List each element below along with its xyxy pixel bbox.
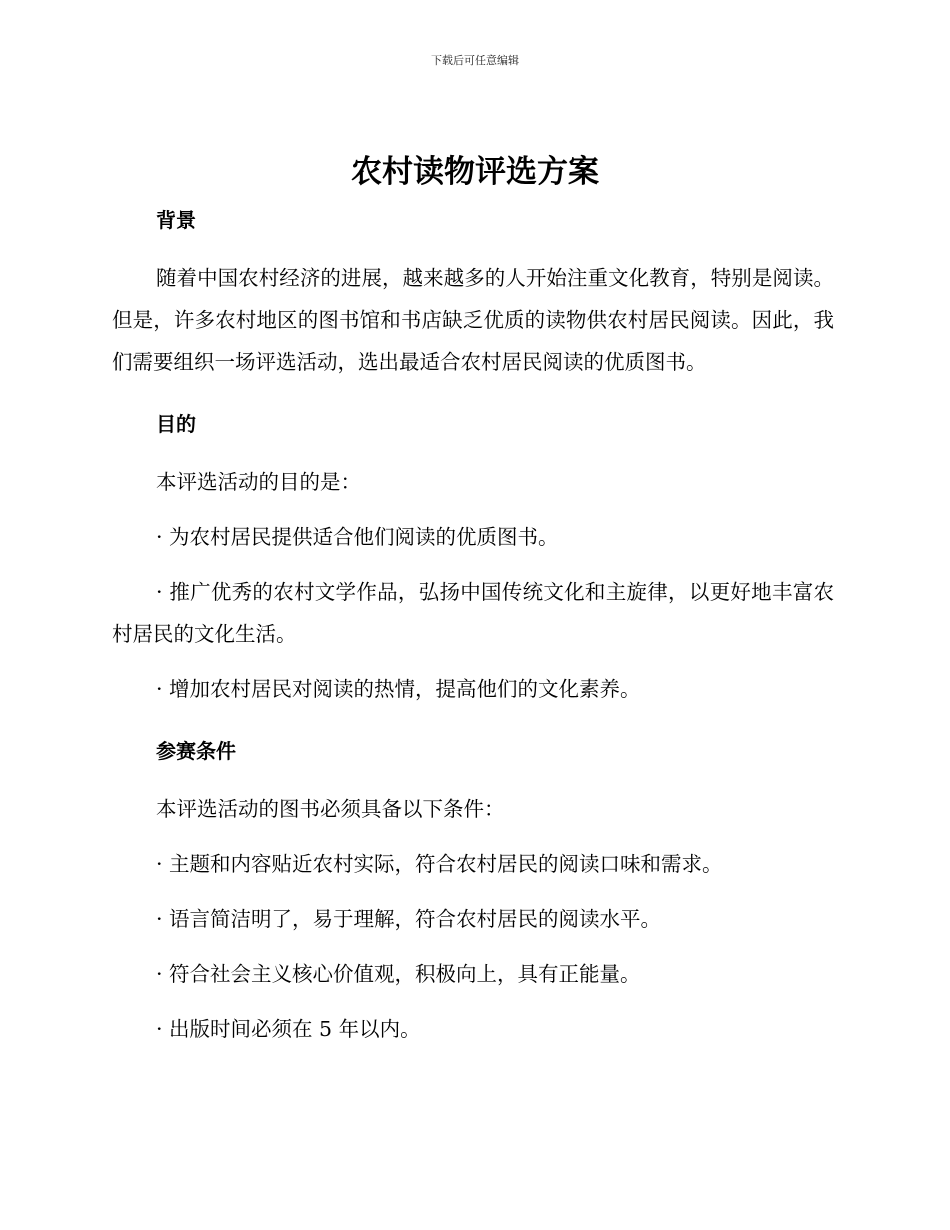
section-heading-eligibility: 参赛条件 [156,739,236,763]
purpose-bullet-1: · 为农村居民提供适合他们阅读的优质图书。 [156,525,559,549]
document-title: 农村读物评选方案 [351,154,599,190]
eligibility-intro: 本评选活动的图书必须具备以下条件： [156,797,505,821]
section-heading-background: 背景 [156,208,196,232]
document-body [112,205,834,1050]
page-header-note: 下载后可任意编辑 [431,54,519,67]
purpose-intro: 本评选活动的目的是： [156,470,361,494]
purpose-bullet-2: · 推广优秀的农村文学作品，弘扬中国传统文化和主旋律，以更好地丰富农村居民的文化生活。 [112,580,834,646]
background-paragraph: 随着中国农村经济的进展，越来越多的人开始注重文化教育，特别是阅读。但是，许多农村地区的图书馆和书店缺乏优质的读物供农村居民阅读。因此，我们需要组织一场评选活动，选出最适合农村居民阅读的优质图书。 [112,266,834,374]
purpose-bullet-3: · 增加农村居民对阅读的热情，提高他们的文化素养。 [156,677,641,701]
section-heading-purpose: 目的 [156,412,196,436]
eligibility-bullet-1: · 主题和内容贴近农村实际，符合农村居民的阅读口味和需求。 [156,852,723,876]
eligibility-bullet-3: · 符合社会主义核心价值观，积极向上，具有正能量。 [156,962,641,986]
eligibility-bullet-2: · 语言简洁明了，易于理解，符合农村居民的阅读水平。 [156,907,662,931]
eligibility-bullet-4: · 出版时间必须在 5 年以内。 [156,1017,421,1041]
